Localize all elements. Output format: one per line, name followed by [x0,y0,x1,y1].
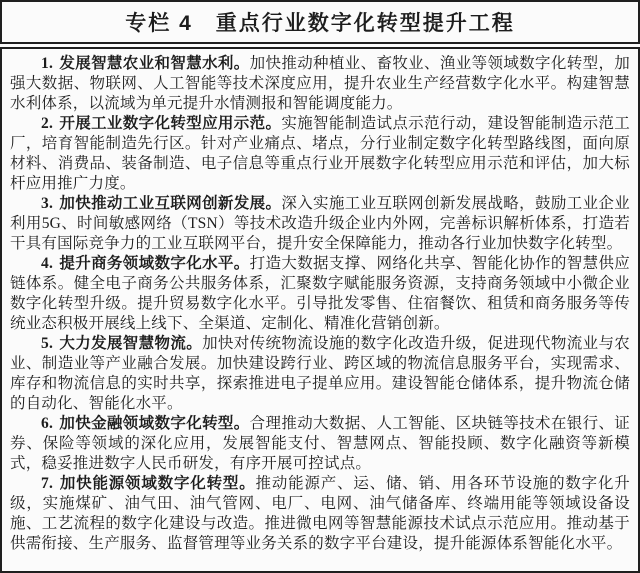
paragraph [10,54,630,114]
paragraph-text: 加快推动种植业、畜牧业、渔业等领域数字化转型，加强大数据、物联网、人工智能等技术深度应用，提升农业生产经营数字化水平。构建智慧水利体系，以流域为单元提升水情测报和智能调度能力。 [10,55,630,112]
paragraph [10,474,630,554]
paragraph-number: 2. [41,115,54,132]
paragraph-lead: 加快推动工业互联网创新发展。 [59,195,282,212]
paragraph [10,254,630,334]
paragraph-text: 打造大数据支撑、网络化共享、智能化协作的智慧供应链体系。健全电子商务公共服务体系，汇聚数字赋能服务资源，支持商务领域中小微企业数字化转型升级。提升贸易数字化水平。引导批发零售、住宿餐饮、租赁和商务服务等传统业态积极开展线上线下、全渠道、定制化、精准化营销创新。 [10,255,630,332]
paragraph-number: 4. [41,255,54,272]
paragraph-number: 5. [41,335,54,352]
column-body [0,47,640,573]
paragraph-lead: 加快金融领域数字化转型。 [59,415,250,432]
paragraph-number: 1. [41,55,54,72]
paragraph-text: 深入实施工业互联网创新发展战略，鼓励工业企业利用5G、时间敏感网络（TSN）等技术改造升级企业内外网，完善标识解析体系，打造若干具有国际竞争力的工业互联网平台，提升安全保障能力，推动各行业加快数字化转型。 [10,195,630,252]
paragraph-number: 3. [41,195,54,212]
paragraph-number: 6. [41,415,54,432]
paragraph-text: 推动能源产、运、储、销、用各环节设施的数字化升级，实施煤矿、油气田、油气管网、电厂、电网、油气储备库、终端用能等领域设备设施、工艺流程的数字化建设与改造。推进微电网等智慧能源技术试点示范应用。推动基于供需衔接、生产服务、监督管理等业务关系的数字平台建设，提升能源体系智能化水平。 [10,475,631,552]
column-title-box [0,0,640,44]
paragraph [10,414,630,474]
paragraph-text: 加快对传统物流设施的数字化改造升级，促进现代物流业与农业、制造业等产业融合发展。加快建设跨行业、跨区域的物流信息服务平台，实现需求、库存和物流信息的实时共享，探索推进电子提单应用。建设智能仓储体系，提升物流仓储的自动化、智能化水平。 [10,335,630,412]
paragraph-lead: 开展工业数字化转型应用示范。 [59,115,282,132]
paragraph [10,194,630,254]
paragraph-lead: 大力发展智慧物流。 [59,335,203,352]
column-title: 专栏 4 重点行业数字化转型提升工程 [125,12,515,35]
paragraph-lead: 提升商务领域数字化水平。 [59,255,250,272]
paragraph [10,334,630,414]
paragraph-number: 7. [41,475,54,492]
paragraph-text: 合理推动大数据、人工智能、区块链等技术在银行、证券、保险等领域的深化应用，发展智能支付、智慧网点、智能投顾、数字化融资等新模式，稳妥推进数字人民币研发，有序开展可控试点。 [10,415,630,472]
paragraph-lead: 加快能源领域数字化转型。 [59,475,256,492]
paragraph [10,114,630,194]
paragraph-text: 实施智能制造试点示范行动，建设智能制造示范工厂，培育智能制造先行区。针对产业痛点、堵点，分行业制定数字化转型路线图，面向原材料、消费品、装备制造、电子信息等重点行业开展数字化转型应用示范和评估，加大标杆应用推广力度。 [10,115,630,192]
paragraph-lead: 发展智慧农业和智慧水利。 [59,55,250,72]
